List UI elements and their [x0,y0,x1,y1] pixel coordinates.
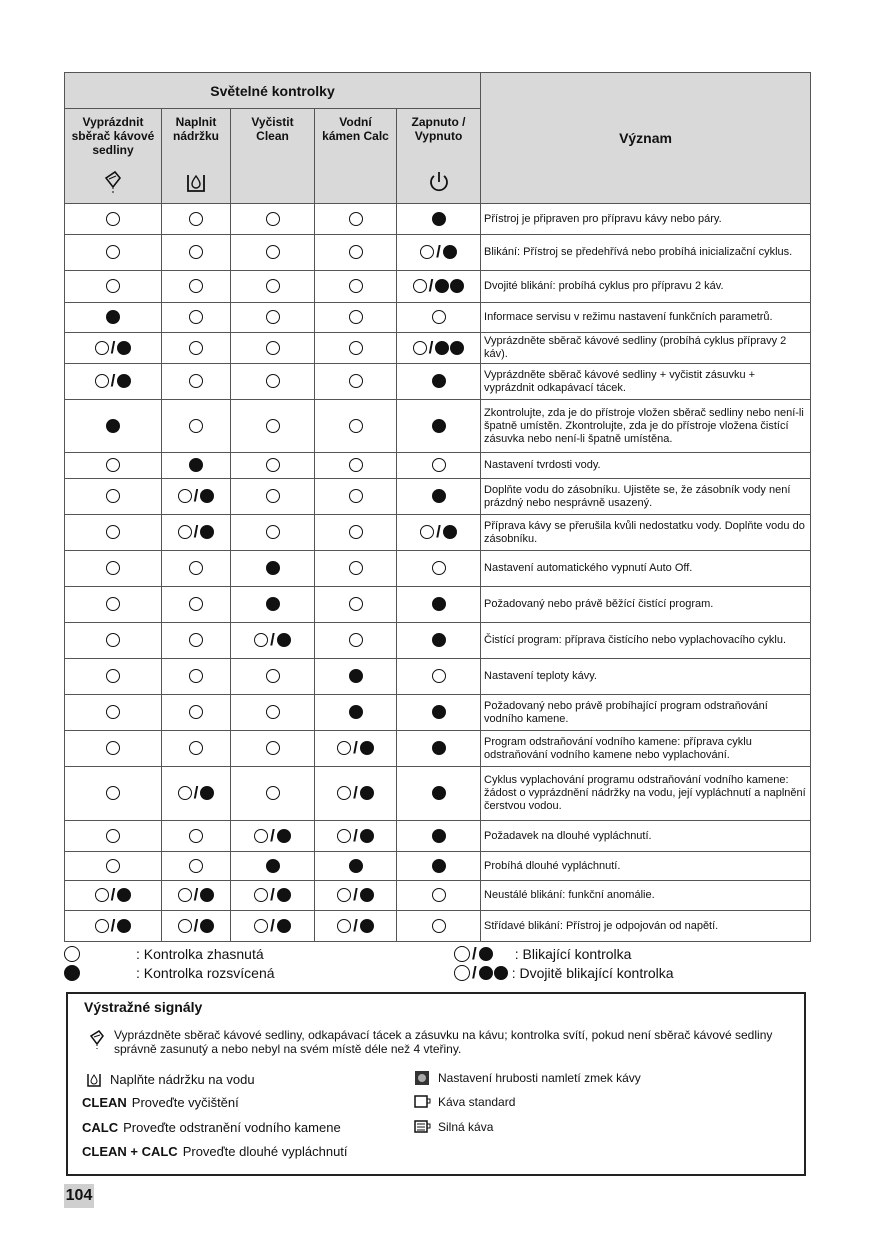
indicator-cell [397,881,481,911]
indicator-off [106,524,120,541]
indicator-off [266,668,280,685]
warning-fill-tank: Naplňte nádržku na vodu [86,1070,255,1088]
indicator-off [106,632,120,649]
table-row [65,333,811,364]
indicator-cell [231,333,315,364]
meaning-cell: Cyklus vyplachování programu odstraňování vodního kamene: žádost o vyprázdnění nádržky na vodu, její vypláchnutí a naplnění čerstvou vodou. [481,767,811,821]
indicator-cell [162,551,231,587]
indicator-off [266,488,280,505]
indicator-cell [397,400,481,453]
meaning-cell: Střídavé blikání: Přístroj je odpojován od napětí. [481,911,811,942]
indicator-cell [65,453,162,479]
indicator-blink: / [178,785,215,802]
warning-signals-box [66,992,806,1176]
indicator-cell [231,453,315,479]
indicator-off [432,309,446,326]
table-row [65,852,811,881]
table-row [65,911,811,942]
indicator-cell [315,731,397,767]
indicator-table [64,72,811,942]
indicator-off [189,596,203,613]
indicator-off [349,373,363,390]
indicator-cell [162,204,231,235]
indicator-cell [65,235,162,271]
indicator-off [266,278,280,295]
indicator-cell [162,587,231,623]
table-row [65,400,811,453]
indicator-blink: / [178,887,215,904]
table-row [65,881,811,911]
meaning-cell: Vyprázdněte sběrač kávové sedliny (probíhá cyklus přípravy 2 káv). [481,333,811,364]
indicator-cell [231,767,315,821]
meaning-cell: Požadovaný nebo právě probíhající program odstraňování vodního kamene. [481,695,811,731]
table-row [65,695,811,731]
indicator-off [266,373,280,390]
indicator-cell [397,911,481,942]
indicator-cell [162,767,231,821]
power-icon [397,170,480,197]
indicator-cell [65,479,162,515]
cup-strong-icon [414,1120,432,1134]
table-row [65,767,811,821]
indicator-off [106,244,120,261]
indicator-cell [162,333,231,364]
indicator-blink: / [254,632,291,649]
column-header-2 [231,109,315,204]
indicator-on [432,857,446,874]
indicator-cell [315,303,397,333]
warning-title: Výstražné signály [84,999,203,1015]
indicator-blink: / [420,244,457,261]
indicator-off [266,244,280,261]
indicator-on [432,632,446,649]
indicator-cell [397,623,481,659]
indicator-off [349,339,363,356]
warning-calc: CALC Proveďte odstranění vodního kamene [82,1120,341,1135]
indicator-off [432,560,446,577]
indicator-cell [231,479,315,515]
indicator-off [349,210,363,227]
indicator-off [349,488,363,505]
indicator-cell [162,303,231,333]
legend-double-blink: / : Dvojitě blikající kontrolka [454,965,674,981]
legend-blink: / : Blikající kontrolka [454,946,631,962]
warning-grind: Nastavení hrubosti namletí zmek kávy [414,1070,641,1086]
indicator-cell [315,695,397,731]
indicator-cell [65,364,162,400]
indicator-cell [231,364,315,400]
indicator-off [189,278,203,295]
legend [64,946,810,986]
indicator-off [266,524,280,541]
indicator-on [189,457,203,474]
indicator-off [189,632,203,649]
indicator-off [106,785,120,802]
indicator-cell [162,453,231,479]
indicator-off [266,339,280,356]
indicator-blink: / [337,917,374,934]
indicator-cell [397,731,481,767]
column-header-label: Naplnit nádržku [172,115,219,143]
indicator-off [189,668,203,685]
indicator-cell [231,303,315,333]
indicator-cell [231,821,315,852]
column-header-1 [162,109,231,204]
indicator-off [189,309,203,326]
indicator-cell [65,852,162,881]
meaning-cell: Nastavení teploty kávy. [481,659,811,695]
meaning-cell: Neustálé blikání: funkční anomálie. [481,881,811,911]
indicator-cell [397,204,481,235]
indicator-blink: / [178,488,215,505]
indicator-cell [315,852,397,881]
indicator-on [432,417,446,434]
indicator-off [266,309,280,326]
meaning-cell: Doplňte vodu do zásobníku. Ujistěte se, že zásobník vody není prázdný nebo nesprávně usazený. [481,479,811,515]
indicator-cell [397,479,481,515]
indicator-cell [397,767,481,821]
indicator-cell [162,731,231,767]
indicator-cell [231,204,315,235]
page-number: 104 [64,1184,94,1208]
indicator-off [106,857,120,874]
warning-grounds: Vyprázdněte sběrač kávové sedliny, odkapávací tácek a zásuvku na kávu; kontrolka svítí, pokud není sběrač kávové sedliny správně zasunutý a nebo nebyl na svém místě déle než 4 vteřiny. [88,1028,788,1056]
column-header-3 [315,109,397,204]
indicator-cell [315,400,397,453]
indicator-cell [65,695,162,731]
indicator-off [189,210,203,227]
indicator-on [266,857,280,874]
indicator-cell [65,204,162,235]
indicator-cell [65,587,162,623]
indicator-off [349,244,363,261]
legend-off: : Kontrolka zhasnutá [64,946,264,962]
indicator-cell [397,271,481,303]
indicator-off [189,417,203,434]
indicator-cell [315,453,397,479]
indicator-off [106,457,120,474]
indicator-on [106,309,120,326]
indicator-off [349,417,363,434]
table-row [65,479,811,515]
column-header-4 [397,109,481,204]
indicator-off [266,457,280,474]
indicator-cell [65,659,162,695]
table-row [65,587,811,623]
indicator-cell [231,731,315,767]
indicator-off [189,704,203,721]
indicator-off [349,457,363,474]
table-row [65,551,811,587]
indicator-cell [397,515,481,551]
indicator-cell [231,235,315,271]
indicator-off [189,560,203,577]
meaning-cell: Nastavení tvrdosti vody. [481,453,811,479]
indicator-cell [162,479,231,515]
indicator-cell [315,587,397,623]
indicator-cell [231,911,315,942]
indicator-cell [65,767,162,821]
indicator-off [432,668,446,685]
meaning-cell: Program odstraňování vodního kamene: příprava cyklu odstraňování vodního kamene nebo vyplachování. [481,731,811,767]
indicator-cell [65,271,162,303]
indicator-off [189,244,203,261]
table-row [65,515,811,551]
indicator-blink: / [337,785,374,802]
meaning-cell: Vyprázdněte sběrač kávové sedliny + vyčistit zásuvku + vyprázdnit odkapávací tácek. [481,364,811,400]
indicator-off [432,457,446,474]
indicator-on [432,827,446,844]
indicator-blink: / [337,740,374,757]
meaning-header: Význam [481,73,811,204]
indicator-off [266,704,280,721]
indicator-cell [397,303,481,333]
indicator-cell [397,333,481,364]
meaning-cell: Požadovaný nebo právě běžící čistící program. [481,587,811,623]
indicator-on [432,704,446,721]
indicator-cell [231,695,315,731]
indicator-cell [397,852,481,881]
meaning-cell: Přístroj je připraven pro přípravu kávy nebo páry. [481,204,811,235]
indicator-off [106,210,120,227]
indicator-cell [397,587,481,623]
table-title: Světelné kontrolky [65,73,481,109]
indicator-cell [65,515,162,551]
indicator-cell [315,659,397,695]
indicator-on [432,373,446,390]
indicator-off [106,704,120,721]
meaning-cell: Čistící program: příprava čistícího nebo vyplachovacího cyklu. [481,623,811,659]
indicator-blink: / [95,373,132,390]
indicator-off [266,210,280,227]
column-header-label: Vodní kámen Calc [322,115,389,143]
indicator-cell [162,852,231,881]
indicator-cell [397,821,481,852]
indicator-on [349,668,363,685]
indicator-cell [162,695,231,731]
indicator-on [432,210,446,227]
indicator-cell [65,911,162,942]
indicator-cell [65,731,162,767]
indicator-cell [315,479,397,515]
indicator-cell [65,881,162,911]
indicator-cell [315,364,397,400]
indicator-cell [315,821,397,852]
indicator-off [432,887,446,904]
table-row [65,235,811,271]
indicator-cell [315,881,397,911]
indicator-cell [65,623,162,659]
meaning-cell: Nastavení automatického vypnutí Auto Off. [481,551,811,587]
cup-standard-icon [414,1095,432,1109]
indicator-blink: / [254,917,291,934]
table-row [65,364,811,400]
indicator-off [349,596,363,613]
warning-strong: Silná káva [414,1120,493,1134]
indicator-off [189,740,203,757]
indicator-cell [65,821,162,852]
indicator-blink: / [95,887,132,904]
indicator-cell [315,204,397,235]
indicator-cell [65,333,162,364]
legend-on: : Kontrolka rozsvícená [64,965,275,981]
indicator-off [106,668,120,685]
indicator-cell [315,271,397,303]
indicator-cell [231,587,315,623]
table-row [65,303,811,333]
grounds-container-icon [88,1028,106,1050]
indicator-cell [162,271,231,303]
indicator-off [189,827,203,844]
indicator-on [106,417,120,434]
indicator-off [349,524,363,541]
indicator-cell [162,881,231,911]
warning-clean-calc: CLEAN + CALC Proveďte dlouhé vypláchnutí [82,1144,348,1159]
indicator-cell [231,551,315,587]
indicator-cell [397,695,481,731]
indicator-blink: / [254,887,291,904]
indicator-cell [315,911,397,942]
indicator-off [349,309,363,326]
table-row [65,453,811,479]
indicator-cell [162,623,231,659]
water-tank-icon [86,1070,102,1088]
indicator-off [106,827,120,844]
meaning-cell: Informace servisu v režimu nastavení funkčních parametrů. [481,303,811,333]
column-header-0 [65,109,162,204]
indicator-cell [315,235,397,271]
indicator-off [106,278,120,295]
indicator-cell [65,551,162,587]
indicator-dblink: / [413,339,465,356]
indicator-cell [315,333,397,364]
indicator-off [266,417,280,434]
indicator-on [349,857,363,874]
indicator-cell [162,235,231,271]
indicator-cell [397,364,481,400]
indicator-on [266,560,280,577]
indicator-dblink: / [413,278,465,295]
meaning-cell: Požadavek na dlouhé vypláchnutí. [481,821,811,852]
indicator-off [432,917,446,934]
indicator-cell [65,400,162,453]
warning-standard: Káva standard [414,1095,515,1109]
indicator-cell [231,852,315,881]
indicator-blink: / [95,917,132,934]
indicator-cell [315,551,397,587]
indicator-off [106,596,120,613]
table-row [65,623,811,659]
indicator-cell [162,515,231,551]
indicator-cell [397,235,481,271]
table-row [65,204,811,235]
indicator-cell [65,303,162,333]
indicator-cell [397,551,481,587]
indicator-off [106,488,120,505]
indicator-on [349,704,363,721]
indicator-cell [162,364,231,400]
indicator-blink: / [95,339,132,356]
indicator-on [432,785,446,802]
indicator-on [432,488,446,505]
indicator-cell [231,659,315,695]
indicator-off [266,785,280,802]
meaning-cell: Příprava kávy se přerušila kvůli nedostatku vody. Doplňte vodu do zásobníku. [481,515,811,551]
meaning-cell: Zkontrolujte, zda je do přístroje vložen sběrač sedliny nebo není-li špatně umístěn. Zkontrolujte, zda je do přístroje vložena čistící zásuvka nebo není-li špatně umístěna. [481,400,811,453]
column-header-label: Vyčistit Clean [251,115,294,143]
indicator-off [189,373,203,390]
indicator-cell [162,400,231,453]
indicator-cell [231,271,315,303]
meaning-cell: Blikání: Přístroj se předehřívá nebo probíhá inicializační cyklus. [481,235,811,271]
meaning-cell: Probíhá dlouhé vypláchnutí. [481,852,811,881]
indicator-cell [162,821,231,852]
indicator-off [106,560,120,577]
indicator-blink: / [254,827,291,844]
indicator-cell [315,623,397,659]
indicator-on [432,596,446,613]
indicator-cell [397,659,481,695]
indicator-off [189,857,203,874]
indicator-blink: / [337,887,374,904]
indicator-off [349,278,363,295]
indicator-cell [397,453,481,479]
grounds-container-icon [65,168,161,197]
indicator-on [432,740,446,757]
grinder-icon [414,1070,430,1086]
column-header-label: Zapnuto / Vypnuto [411,115,466,143]
warning-clean: CLEAN Proveďte vyčištění [82,1095,239,1110]
indicator-blink: / [337,827,374,844]
indicator-cell [162,659,231,695]
indicator-blink: / [420,524,457,541]
table-row [65,659,811,695]
indicator-off [189,339,203,356]
indicator-off [349,560,363,577]
indicator-cell [315,515,397,551]
indicator-cell [162,911,231,942]
indicator-off [266,740,280,757]
indicator-cell [231,623,315,659]
indicator-cell [231,400,315,453]
column-header-label: Vyprázdnit sběrač kávové sedliny [71,115,155,157]
indicator-cell [231,515,315,551]
indicator-cell [315,767,397,821]
indicator-blink: / [178,524,215,541]
table-row [65,821,811,852]
table-row [65,731,811,767]
indicator-off [349,632,363,649]
meaning-cell: Dvojité blikání: probíhá cyklus pro přípravu 2 káv. [481,271,811,303]
table-row [65,271,811,303]
indicator-cell [231,881,315,911]
water-tank-icon [162,170,230,197]
indicator-on [266,596,280,613]
indicator-blink: / [178,917,215,934]
indicator-off [106,740,120,757]
